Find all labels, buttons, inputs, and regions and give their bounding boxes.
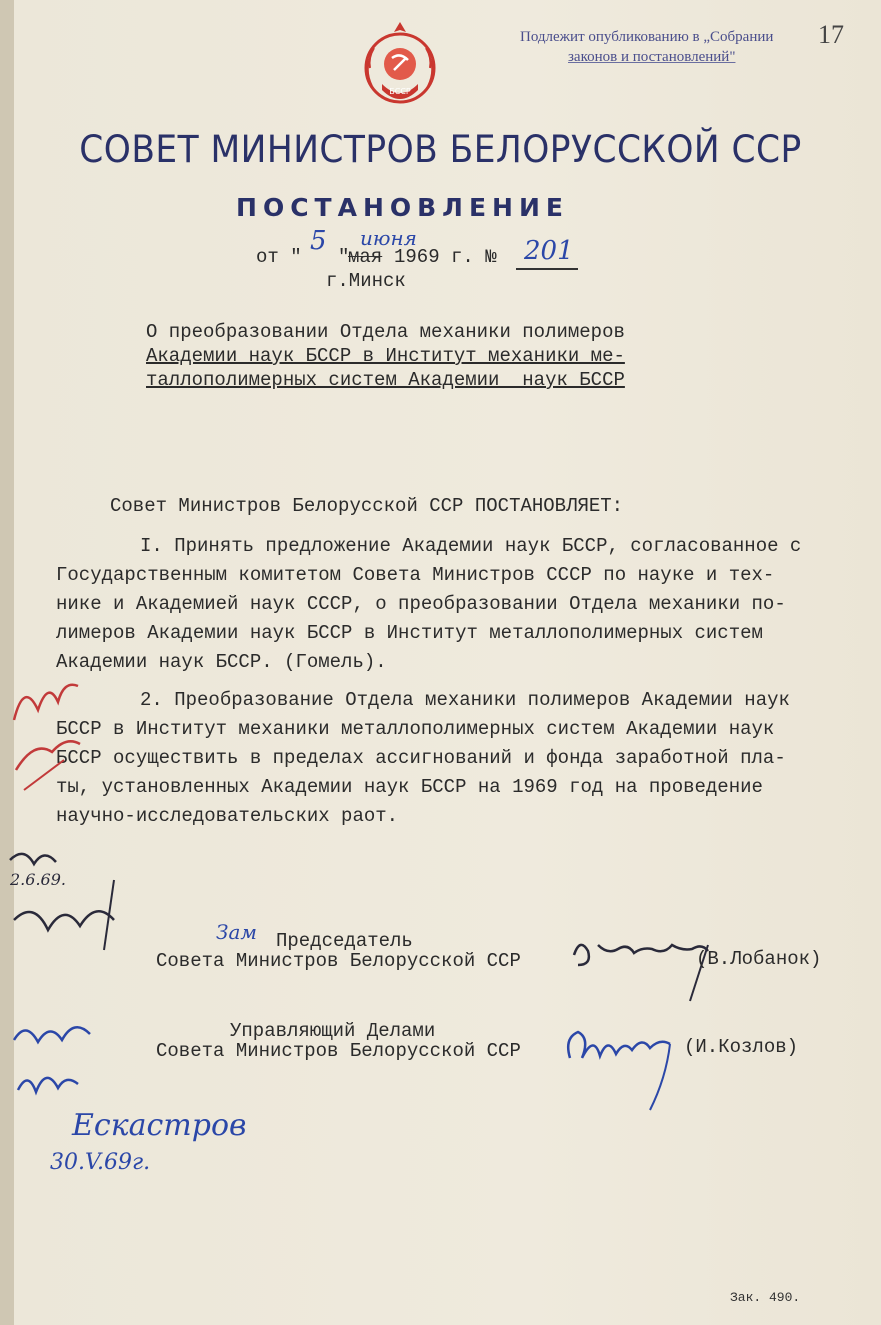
council-heading: СОВЕТ МИНИСТРОВ БЕЛОРУССКОЙ ССР (79, 128, 802, 171)
p1-line: Академии наук БССР. (Гомель). (56, 651, 387, 673)
p2-line: 2. Преобразование Отдела механики полимеров Академии наук (140, 689, 790, 711)
signature-2-autograph (560, 1018, 690, 1118)
stamp-line-2: законов и постановлений" (568, 49, 736, 65)
p2-line: БССР осуществить в пределах ассигнований и фонда заработной пла- (56, 747, 786, 769)
signature-1-org: Совета Министров Белорусской ССР (156, 950, 521, 972)
margin-date-2: 30.V.69г. (50, 1150, 151, 1175)
signature-1-name: (В.Лобанок) (696, 948, 822, 970)
p1-line: лимеров Академии наук БССР в Институт металлополимерных систем (56, 622, 763, 644)
dateline-month-handwritten: июня (360, 226, 417, 250)
page-number: 17 (818, 20, 844, 49)
title-line-3: таллополимерных систем Академии наук БССР (146, 369, 625, 391)
emblem-label: БССР (389, 87, 411, 96)
margin-note-surname: Ескастров (72, 1108, 247, 1143)
p2-line: БССР в Институт механики металлополимерных систем Академии наук (56, 718, 775, 740)
title-line-2: Академии наук БССР в Институт механики ме- (146, 345, 625, 367)
paragraph-1 (56, 532, 801, 677)
publication-stamp (520, 27, 840, 67)
dateline-day: 5 (310, 226, 327, 256)
p1-line: Государственным комитетом Совета Министров СССР по науке и тех- (56, 564, 775, 586)
decree-title (146, 320, 625, 392)
body-intro: Совет Министров Белорусской ССР ПОСТАНОВЛЯЕТ: (110, 495, 624, 517)
dateline-city: г.Минск (326, 270, 406, 292)
signature-2-org: Совета Министров Белорусской ССР (156, 1040, 521, 1062)
title-line-1: О преобразовании Отдела механики полимеров (146, 321, 625, 343)
p2-line: ты, установленных Академии наук БССР на 1969 год на проведение (56, 776, 763, 798)
margin-blue-initials (6, 1000, 106, 1110)
dateline-month-struck: мая (348, 246, 383, 268)
coat-of-arms-emblem (360, 18, 440, 110)
margin-date-1: 2.6.69. (10, 870, 66, 889)
p2-line: научно-исследовательских раот. (56, 805, 399, 827)
signature-2-name: (И.Козлов) (684, 1036, 799, 1058)
stamp-line-1: Подлежит опубликованию в „Собрании (520, 29, 774, 45)
order-number: Зак. 490. (730, 1290, 801, 1305)
decree-number: 201 (524, 236, 574, 266)
dateline-year: 1969 г. № (394, 246, 497, 268)
dateline-prefix: от " (256, 246, 302, 268)
dateline-quote: " (338, 246, 350, 268)
signature-1-title: Председатель (276, 930, 413, 952)
margin-red-annotation (4, 640, 84, 800)
number-underline (516, 268, 578, 270)
decree-heading: ПОСТАНОВЛЕНИЕ (236, 193, 569, 222)
paragraph-2 (56, 686, 790, 831)
signature-2-title: Управляющий Делами (230, 1020, 436, 1042)
signature-1-prefix: Зам (216, 920, 257, 944)
p1-line: нике и Академией наук СССР, о преобразовании Отдела механики по- (56, 593, 786, 615)
margin-dark-scribble (4, 840, 134, 980)
p1-line: I. Принять предложение Академии наук БССР, согласованное с (140, 535, 802, 557)
